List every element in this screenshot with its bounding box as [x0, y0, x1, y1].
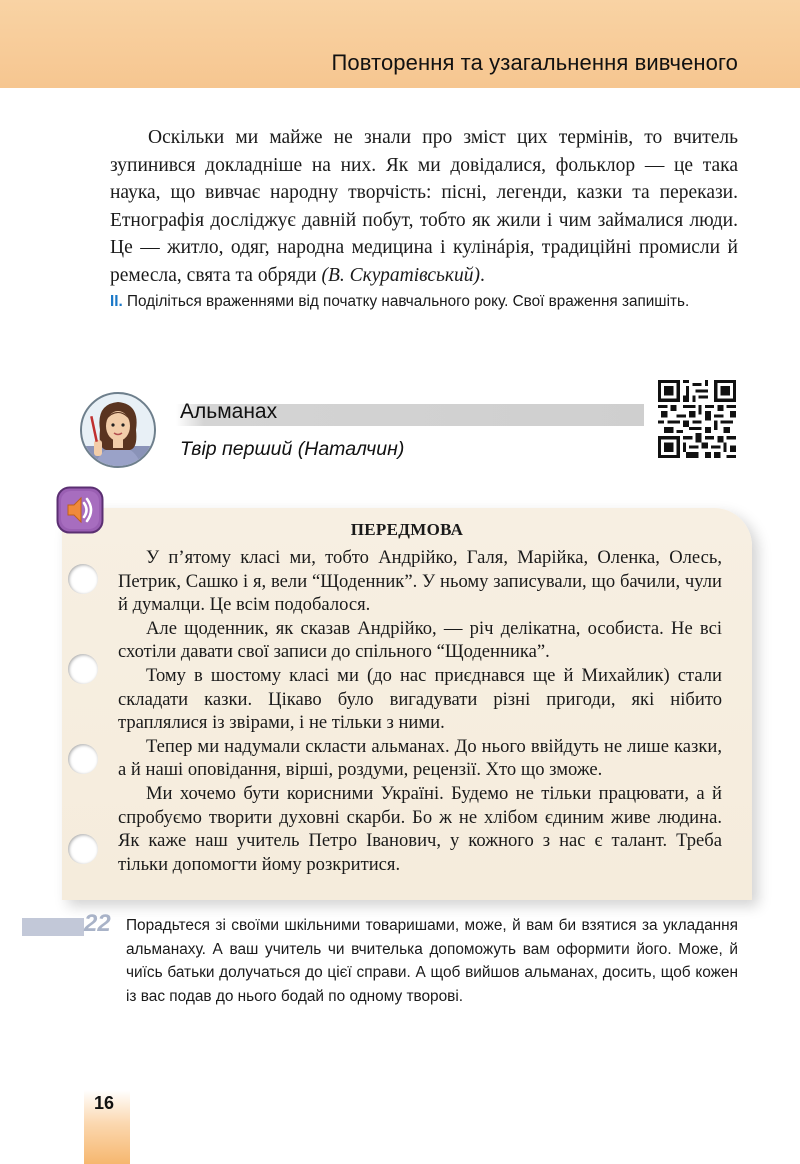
intro-end: .: [480, 264, 485, 286]
qr-code-icon[interactable]: [658, 380, 736, 458]
preface-title: ПЕРЕДМОВА: [350, 520, 464, 539]
intro-author: (В. Скуратівський): [321, 264, 480, 286]
binder-hole: [68, 744, 98, 774]
preface-text: [118, 546, 722, 876]
task-2-number: II.: [110, 293, 123, 310]
task-22-text: Порадьтеся зі своїми шкільними товаришами, може, й вам би взятися за укладання альманаху. А ваш учитель чи вчителька допоможуть вам оформити його. Може, й чиїсь батьки долучаться до цієї справи. А щоб вийшов альманах, досить, щоб кожен із вас подав до нього бодай по одному творові.: [126, 917, 738, 1005]
page-number: 16: [94, 1093, 115, 1113]
preface-paragraph: Тепер ми надумали скласти альманах. До нього ввійдуть не лише казки, а й наші оповідання, вірші, роздуми, рецензії. Хто що зможе.: [118, 735, 722, 781]
preface-paragraph: У п’ятому класі ми, тобто Андрійко, Галя, Марійка, Оленка, Олесь, Петрик, Сашко і я, вели “Щоденник”. У ньому записували, що бачили, чули й думалци. Це всім подобалося.: [118, 547, 722, 616]
teacher-avatar-icon: [80, 390, 156, 470]
intro-text: Оскільки ми майже не знали про зміст цих термінів, то вчитель зупинився докладніше на них. Як ми довідалися, фольклор — це така наука, що вивчає народну творчість: пісні, легенди, казки та перекази. Етнографія досліджує давній побут, тобто як жили і чим займалися люди. Це — житло, одяг, народна медицина і кулінáрія, традиційні промисли й ремесла, свята та обряди: [110, 127, 738, 286]
almanac-title: Альманах: [180, 400, 278, 423]
page-header-title: Повторення та узагальнення вивченого: [331, 50, 738, 75]
binder-hole: [68, 654, 98, 684]
task-22-marker-bar: [22, 918, 84, 936]
binder-hole: [68, 834, 98, 864]
preface-paragraph: Тому в шостому класі ми (до нас приєднався ще й Михайлик) стали складати казки. Цікаво було вигадувати різні пригоди, які нібито траплялися із звірами, і не тільки з ними.: [118, 664, 722, 734]
task-2-text: Поділіться враженнями від початку навчального року. Свої враження запишіть.: [122, 293, 690, 310]
task-2: [110, 290, 740, 313]
binder-hole: [68, 564, 98, 594]
preface-paragraph: Ми хочемо бути корисними Україні. Будемо не тільки працювати, а й спробуємо творити духовні скарби. Бо ж не хлібом єдиним живе людина. Як каже наш учитель Петро Іванович, у кожного з нас є талант. Треба тільки допомогти йому розкритися.: [118, 782, 722, 875]
task-22-number: 22: [84, 910, 111, 937]
intro-paragraph: [110, 124, 738, 289]
almanac-subtitle: Твір перший (Наталчин): [180, 438, 405, 460]
preface-paragraph: Але щоденник, як сказав Андрійко, — річ делікатна, особиста. Не всі схотіли давати свої записи до спільного “Щоденника”.: [118, 617, 722, 663]
